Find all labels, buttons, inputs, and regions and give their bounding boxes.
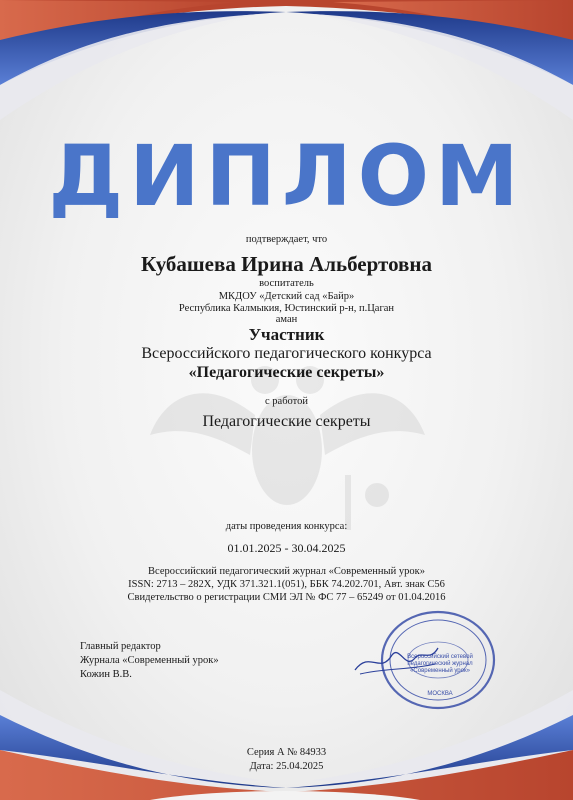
- serial-block: [0, 746, 573, 774]
- issue-date: Дата: 25.04.2025: [249, 761, 324, 772]
- award-title: Участник: [248, 325, 325, 344]
- top-ribbon-decoration: [0, 0, 573, 130]
- contest-line: Всероссийского педагогического конкурса: [141, 345, 432, 362]
- recipient-organization: МКДОУ «Детский сад «Байр»: [218, 291, 355, 302]
- bottom-ribbon-decoration: [0, 680, 573, 800]
- dates-label: даты проведения конкурса:: [225, 521, 348, 532]
- contest-name: «Педагогические секреты»: [188, 364, 385, 381]
- recipient-name: Кубашева Ирина Альбертовна: [141, 252, 432, 276]
- issn-line: ISSN: 2713 – 282X, УДК 371.321.1(051), ББК 74.202.701, Авт. знак С56: [128, 579, 445, 590]
- recipient-position: воспитатель: [259, 278, 314, 289]
- editor-signature: [350, 640, 440, 680]
- work-title: Педагогические секреты: [202, 413, 371, 430]
- journal-name: Всероссийский педагогический журнал «Современный урок»: [148, 566, 425, 577]
- contest-dates: 01.01.2025 - 30.04.2025: [227, 541, 346, 555]
- confirms-text: подтверждает, что: [245, 234, 328, 245]
- editor-line-1: Главный редактор: [80, 641, 161, 652]
- editor-line-2: Журнала «Современный урок»: [80, 655, 219, 666]
- stamp-city: МОСКВА: [427, 691, 453, 697]
- coat-of-arms-watermark: [145, 355, 430, 545]
- with-work-label: с работой: [265, 396, 308, 407]
- stamp-line-3: «Современный урок»: [410, 668, 470, 674]
- address-line-1: Республика Калмыкия, Юстинский р-н, п.Цаган: [178, 303, 395, 314]
- registration-line: Свидетельство о регистрации СМИ ЭЛ № ФС 77 – 65249 от 01.04.2016: [127, 592, 446, 603]
- editor-line-3: Кожин В.В.: [80, 669, 132, 680]
- serial-number: Серия А № 84933: [246, 747, 327, 758]
- stamp-line-2: педагогический журнал: [407, 661, 473, 667]
- stamp-line-1: Всероссийский сетевой: [407, 654, 473, 660]
- diploma-title: ДИПЛОМ: [48, 127, 525, 225]
- chief-editor-block: [80, 640, 219, 682]
- address-line-2: аман: [275, 314, 298, 325]
